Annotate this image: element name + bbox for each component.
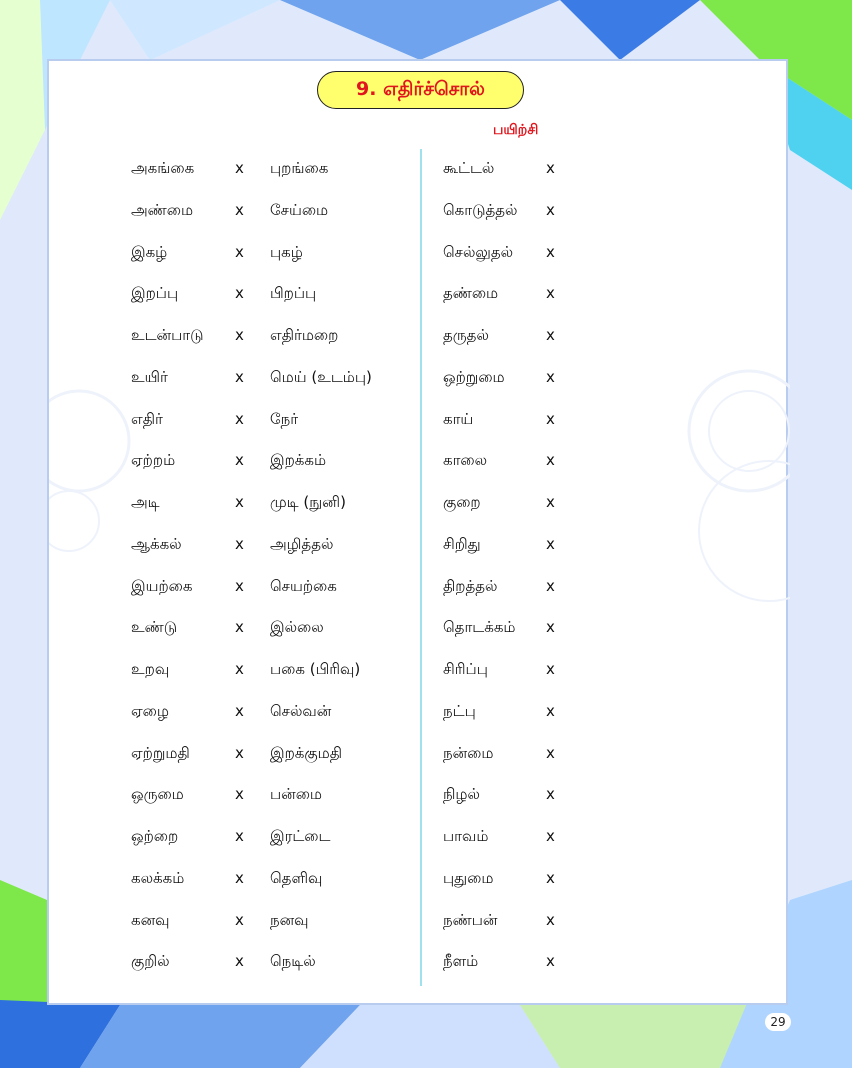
exercise-word: கொடுத்தல் [443, 200, 518, 219]
table-row [49, 201, 790, 243]
table-row [49, 827, 790, 869]
exercise-word: குறை [443, 493, 481, 511]
opposite-word: பிறப்பு [270, 284, 317, 303]
exercise-word: தண்மை [443, 284, 499, 303]
word: உறவு [131, 660, 170, 678]
separator: x [235, 326, 244, 344]
table-row [49, 243, 790, 285]
exercise-word: சிறிது [443, 534, 481, 553]
separator: x [546, 493, 555, 511]
separator: x [546, 284, 555, 303]
table-row [49, 410, 790, 452]
separator: x [235, 367, 244, 386]
table-row [49, 284, 790, 326]
word: இறப்பு [131, 284, 179, 303]
opposite-word: பகை (பிரிவு) [270, 660, 361, 678]
word: ஆக்கல் [131, 534, 182, 553]
separator: x [235, 701, 244, 720]
word: கலக்கம் [131, 868, 185, 887]
exercise-word: நன்மை [443, 743, 494, 762]
exercise-word: திறத்தல் [443, 576, 498, 595]
opposite-word: அழித்தல் [270, 534, 334, 553]
opposite-word: புகழ் [270, 242, 303, 261]
word: ஒருமை [131, 785, 184, 804]
word: ஏழை [131, 701, 169, 720]
table-row [49, 785, 790, 827]
opposite-word: தெளிவு [270, 868, 323, 887]
exercise-word: நண்பன் [443, 910, 498, 929]
word: ஒற்றை [131, 827, 179, 845]
separator: x [235, 284, 244, 303]
opposite-word: இறக்குமதி [270, 743, 342, 762]
table-row [49, 577, 790, 619]
separator: x [235, 743, 244, 762]
separator: x [235, 159, 244, 177]
table-row [49, 660, 790, 702]
table-row [49, 911, 790, 953]
table-row [49, 702, 790, 744]
word: இகழ் [131, 242, 168, 261]
exercise-word: நிழல் [443, 785, 480, 804]
word: உடன்பாடு [131, 326, 204, 344]
table-row [49, 535, 790, 577]
separator: x [546, 534, 555, 553]
opposite-word: செல்வன் [270, 701, 332, 720]
separator: x [235, 910, 244, 929]
word: அண்மை [131, 200, 194, 219]
separator: x [546, 910, 555, 929]
opposite-word: இல்லை [270, 618, 324, 637]
exercise-word: செல்லுதல் [443, 242, 514, 261]
exercise-word: காய் [443, 409, 474, 428]
table-row [49, 368, 790, 410]
exercise-word: புதுமை [443, 868, 494, 887]
opposite-word: இரட்டை [270, 827, 331, 845]
separator: x [546, 242, 555, 261]
separator: x [235, 660, 244, 678]
word: குறில் [131, 952, 170, 971]
opposite-word: முடி (நுனி) [270, 493, 346, 511]
exercise-subtitle: பயிற்சி [493, 122, 539, 138]
table-row [49, 618, 790, 660]
opposite-word: பன்மை [270, 785, 322, 804]
exercise-word: தொடக்கம் [443, 618, 516, 637]
word: உயிர் [131, 367, 168, 386]
word: கனவு [131, 910, 170, 929]
exercise-word: நீளம் [443, 952, 479, 971]
opposite-word: மெய் (உடம்பு) [270, 367, 372, 386]
opposite-word: நேர் [270, 409, 299, 428]
exercise-word: ஒற்றுமை [443, 367, 505, 386]
separator: x [546, 367, 555, 386]
separator: x [235, 785, 244, 804]
separator: x [235, 409, 244, 428]
exercise-word: காலை [443, 451, 488, 470]
separator: x [546, 785, 555, 804]
word: இயற்கை [131, 576, 193, 595]
separator: x [546, 660, 555, 678]
separator: x [546, 701, 555, 720]
table-row [49, 451, 790, 493]
separator: x [235, 493, 244, 511]
separator: x [546, 576, 555, 595]
table-row [49, 493, 790, 535]
word: எதிர் [131, 409, 163, 428]
exercise-word: சிரிப்பு [443, 660, 488, 678]
opposite-word: நனவு [270, 910, 309, 929]
separator: x [235, 952, 244, 971]
opposite-word: இறக்கம் [270, 451, 327, 470]
word: அடி [131, 493, 160, 511]
word: அகங்கை [131, 159, 195, 177]
word: ஏற்றம் [131, 451, 176, 470]
separator: x [546, 326, 555, 344]
exercise-word: கூட்டல் [443, 159, 495, 177]
separator: x [546, 952, 555, 971]
separator: x [235, 576, 244, 595]
separator: x [546, 451, 555, 470]
exercise-word: பாவம் [443, 827, 489, 845]
opposite-word: சேய்மை [270, 200, 329, 219]
opposite-word: நெடில் [270, 952, 316, 971]
separator: x [235, 451, 244, 470]
separator: x [546, 827, 555, 845]
separator: x [546, 409, 555, 428]
opposite-word: செயற்கை [270, 576, 337, 595]
separator: x [235, 618, 244, 637]
table-row [49, 326, 790, 368]
separator: x [235, 827, 244, 845]
separator: x [546, 743, 555, 762]
separator: x [235, 242, 244, 261]
page-number: 29 [765, 1013, 791, 1031]
table-row [49, 159, 790, 201]
exercise-word: நட்பு [443, 701, 476, 720]
table-row [49, 744, 790, 786]
page-title: 9. எதிர்ச்சொல் [317, 71, 524, 109]
opposite-word: புறங்கை [270, 159, 329, 177]
exercise-word: தருதல் [443, 326, 489, 344]
opposite-word: எதிர்மறை [270, 326, 339, 344]
word: உண்டு [131, 618, 178, 637]
separator: x [546, 618, 555, 637]
separator: x [235, 534, 244, 553]
word: ஏற்றுமதி [131, 743, 190, 762]
separator: x [546, 868, 555, 887]
separator: x [235, 868, 244, 887]
table-row [49, 952, 790, 994]
word-table [49, 159, 790, 994]
separator: x [235, 200, 244, 219]
separator: x [546, 159, 555, 177]
content-panel [47, 59, 788, 1005]
separator: x [546, 200, 555, 219]
table-row [49, 869, 790, 911]
